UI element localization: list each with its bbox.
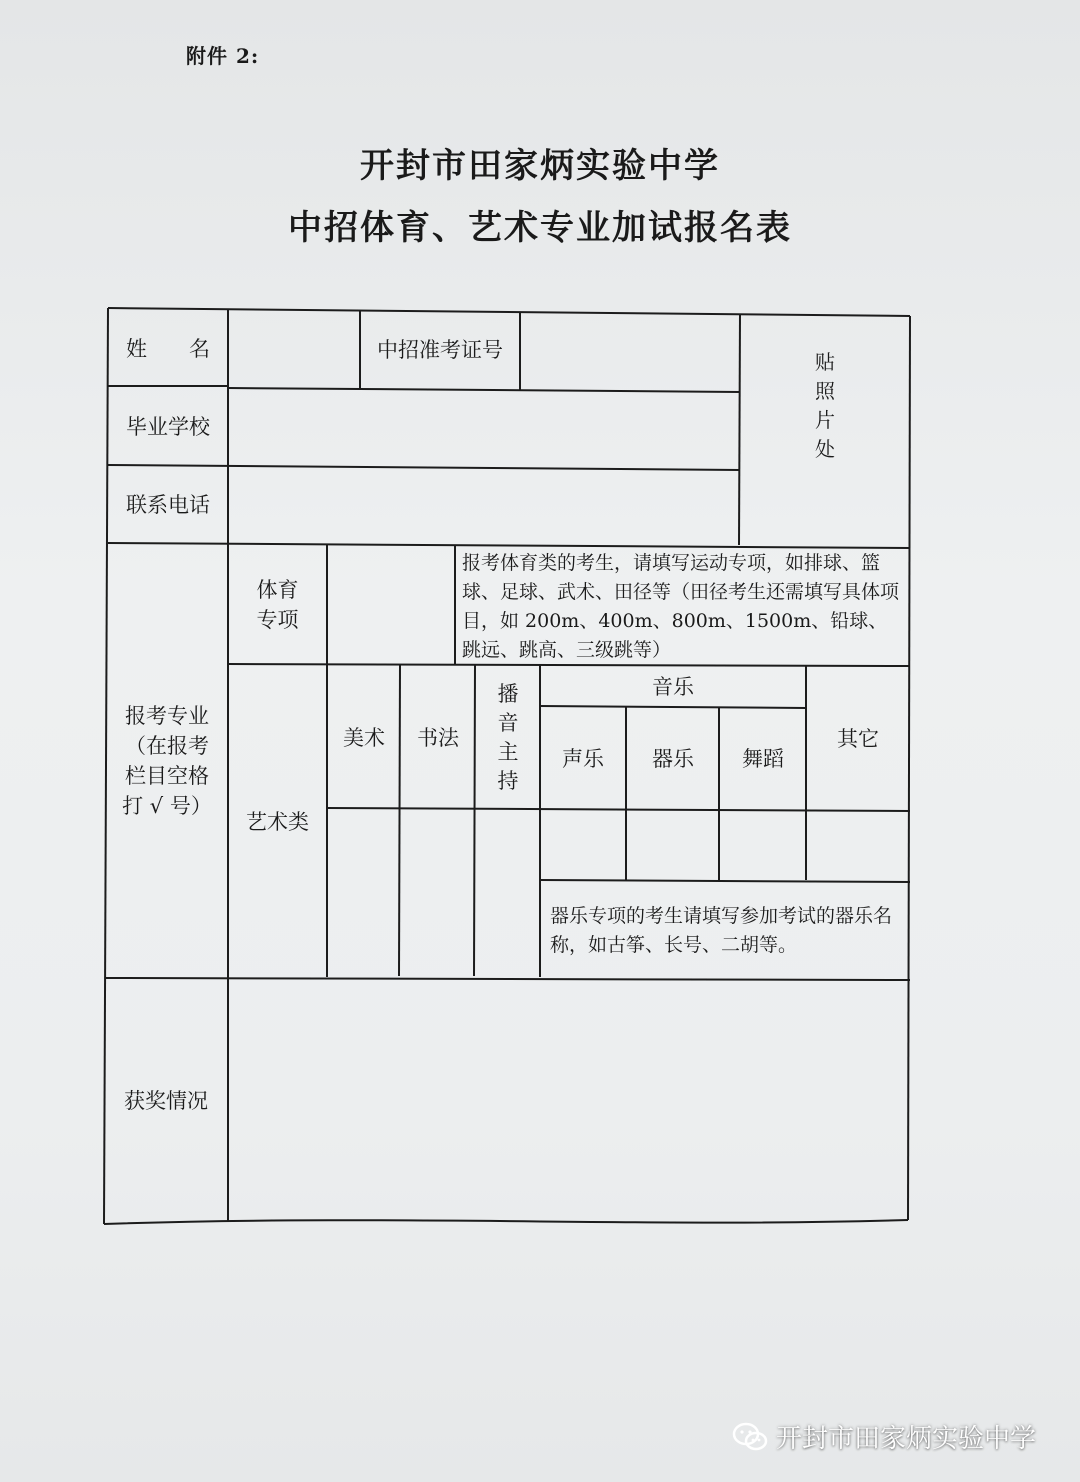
- calligraphy-check[interactable]: [402, 811, 474, 976]
- dance-check[interactable]: [721, 812, 805, 880]
- major-label-line-3: 栏目空格: [124, 764, 209, 788]
- school-title: 开封市田家炳实验中学: [360, 146, 720, 186]
- instrument-note: 器乐专项的考生请填写参加考试的器乐名称，如古筝、长号、二胡等。: [550, 905, 893, 956]
- sports-note: 报考体育类的考生，请填写运动专项，如排球、篮球、足球、武术、田径等（田径考生还需填写具体项目，如 200m、400m、800m、1500m、铅球、跳远、跳高、三级跳等）: [462, 552, 900, 661]
- dance-label: 舞蹈: [742, 747, 784, 771]
- phone-field[interactable]: [230, 470, 736, 544]
- broadcast-check[interactable]: [477, 811, 539, 976]
- vocal-check[interactable]: [542, 811, 624, 879]
- broadcast-label: [477, 668, 539, 808]
- name-field[interactable]: [230, 312, 358, 386]
- instrumental-label: 器乐: [652, 746, 694, 771]
- exam-id-field[interactable]: [522, 314, 738, 390]
- sports-label: [230, 547, 325, 663]
- school-label: 毕业学校: [126, 415, 210, 439]
- broadcast-label-3: 主: [497, 740, 519, 764]
- awards-field[interactable]: [230, 982, 906, 1218]
- photo-area[interactable]: [742, 318, 908, 544]
- photo-label-2: 照: [815, 379, 835, 403]
- major-label-line-1: 报考专业: [124, 704, 209, 728]
- major-label: [108, 546, 226, 976]
- fine-art-label: 美术: [343, 726, 385, 750]
- sports-field[interactable]: [329, 548, 453, 662]
- other-label: 其它: [837, 727, 879, 751]
- phone-label: 联系电话: [126, 493, 210, 517]
- broadcast-label-2: 音: [497, 711, 519, 735]
- broadcast-label-4: 持: [497, 769, 519, 793]
- vocal-label: 声乐: [562, 746, 604, 771]
- broadcast-label-1: 播: [497, 682, 519, 706]
- watermark: [732, 1418, 1036, 1455]
- arts-label: 艺术类: [246, 810, 309, 834]
- major-label-line-2: （在报考: [124, 734, 209, 758]
- instrumental-check[interactable]: [628, 811, 718, 879]
- wechat-icon: [732, 1422, 768, 1452]
- name-label: 姓 名: [126, 337, 210, 361]
- music-label: 音乐: [652, 675, 694, 699]
- photo-label-4: 处: [815, 437, 835, 461]
- photo-label-1: 贴: [815, 350, 835, 374]
- form-title: 中招体育、艺术专业加试报名表: [288, 208, 792, 248]
- photo-label-3: 片: [815, 408, 835, 432]
- awards-label: 获奖情况: [124, 1089, 208, 1113]
- major-label-line-4: 打 √ 号）: [122, 794, 212, 818]
- exam-id-label: 中招准考证号: [377, 338, 503, 362]
- attachment-label: 附件 2:: [186, 44, 260, 68]
- fine-art-check[interactable]: [329, 811, 399, 976]
- sports-label-line-2: 专项: [256, 608, 299, 632]
- school-field[interactable]: [230, 392, 736, 466]
- sports-label-line-1: 体育: [256, 578, 299, 602]
- other-check[interactable]: [808, 812, 908, 880]
- watermark-text: 开封市田家炳实验中学: [776, 1424, 1037, 1454]
- calligraphy-label: 书法: [417, 726, 459, 750]
